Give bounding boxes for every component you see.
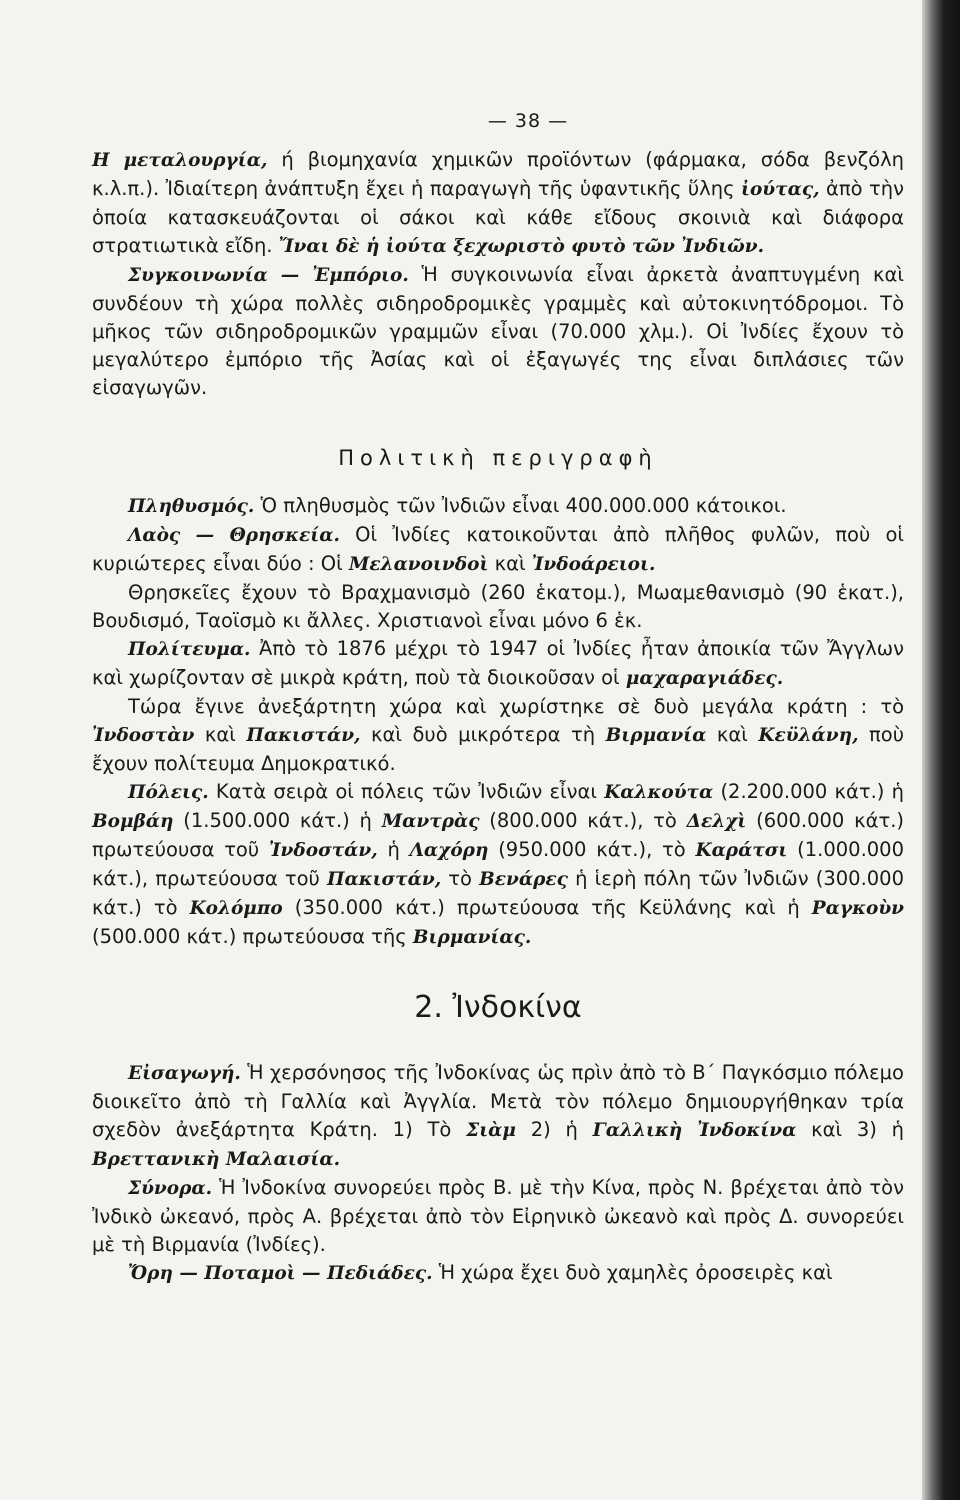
term-british-malaya: Βρεττανικὴ Μαλαισία. [92, 1149, 341, 1170]
term-indoaryans: Ἰνδοάρειοι. [531, 554, 656, 575]
term-melanoindians: Μελανοινδοὶ [348, 554, 489, 575]
paragraph-independence: Τώρα ἔγινε ἀνεξάρτητη χώρα καὶ χωρίστηκε σὲ δυὸ μεγάλα κράτη : τὸ Ἰνδοστὰν καὶ Πακιστάν, καὶ δυὸ μικρότερα τὴ Βιρμανία καὶ Κεϋλάνη, ποὺ ἔχουν πολίτευμα Δημοκρατικό. [92, 695, 905, 775]
term-pakistan: Πακιστάν, [246, 725, 361, 746]
paragraph-population: Πληθυσμός. Ὁ πληθυσμὸς τῶν Ἰνδιῶν εἶναι 400.000.000 κάτοικοι. [128, 494, 787, 517]
paragraph-industry: Η μεταλουργία, ή βιομηχανία χημικῶν προϊόντων (φάρμακα, σόδα βενζόλη κ.λ.π.). Ἰδιαίτερη ἀνάπτυξη ἔχει ἡ παραγωγὴ τῆς ὑφαντικῆς ὕλης ἰούτας, ἀπὸ τὴν ὁποία κατασκευάζονται οἱ σάκοι καὶ κάθε εἴδους σκοινιὰ καὶ διάφορα στρατιωτικὰ εἴδη. Ἴναι δὲ ἡ ἰούτα ξεχωριστὸ φυτὸ τῶν Ἰνδιῶν. [92, 148, 905, 257]
term-cities: Πόλεις. [128, 782, 209, 803]
paragraph-people-religion: Λαὸς — Θρησκεία. Οἱ Ἰνδίες κατοικοῦνται ἀπὸ πλῆθος φυλῶν, ποὺ οἱ κυριώτερες εἶναι δύο : Οἱ Μελανοινδοὶ καὶ Ἰνδοάρειοι. [92, 523, 904, 575]
term-madras: Μαντρὰς [381, 811, 480, 832]
term-pakistan-capital: Πακιστάν, [327, 869, 442, 890]
page-number: — 38 — [487, 110, 569, 132]
term-people-religion: Λαὸς — Θρησκεία. [128, 525, 340, 546]
paragraph-introduction: Εἰσαγωγή. Ἡ χερσόνησος τῆς Ἰνδοκίνας ὡς πρὶν ἀπὸ τὸ Β΄ Παγκόσμιο πόλεμο διοικεῖτο ἀπὸ τὴ Γαλλία καὶ Ἀγγλία. Μετὰ τὸν πόλεμο δημιουργήθηκαν τρία σχεδὸν ἀνεξάρτητα Κράτη. 1) Τὸ Σιὰμ 2) ἡ Γαλλικὴ Ἰνδοκίνα καὶ 3) ἡ Βρεττανικὴ Μαλαισία. [92, 1061, 904, 1170]
term-government: Πολίτευμα. [128, 639, 251, 660]
term-colombo: Κολόμπο [189, 898, 283, 919]
paragraph-government: Πολίτευμα. Ἀπὸ τὸ 1876 μέχρι τὸ 1947 οἱ Ἰνδίες ἦταν ἀποικία τῶν Ἄγγλων καὶ χωρίζονταν σὲ μικρὰ κράτη, ποὺ τὰ διοικοῦσαν οἱ μαχαραγιάδες. [92, 637, 904, 689]
term-calcutta: Καλκούτα [604, 782, 714, 803]
term-introduction: Εἰσαγωγή. [128, 1063, 241, 1084]
paragraph-religions: Θρησκεῖες ἔχουν τὸ Βραχμανισμὸ (260 ἑκατομ.), Μωαμεθανισμὸ (90 ἑκατ.), Βουδισμό, Ταοϊσμὸ κι ἄλλες. Χριστιανοὶ εἶναι μόνο 6 ἑκ. [92, 581, 904, 632]
paragraph-cities: Πόλεις. Κατὰ σειρὰ οἱ πόλεις τῶν Ἰνδιῶν εἶναι Καλκούτα (2.200.000 κάτ.) ἡ Βομβάη (1.500.000 κάτ.) ἡ Μαντρὰς (800.000 κάτ.), τὸ Δελχὶ (600.000 κάτ.) πρωτεύουσα τοῦ Ἰνδοστάν, ἡ Λαχόρη (950.000 κάτ.), τὸ Καράτσι (1.000.000 κάτ.), πρωτεύουσα τοῦ Πακιστάν, τὸ Βενάρες ἡ ἱερὴ πόλη τῶν Ἰνδιῶν (300.000 κάτ.) τὸ Κολόμπο (350.000 κάτ.) πρωτεύουσα τῆς Κεϋλάνης καὶ ἡ Ραγκοὺν (500.000 κάτ.) πρωτεύουσα τῆς Βιρμανίας. [92, 780, 905, 948]
term-population: Πληθυσμός. [128, 496, 255, 517]
term-burma-capital: Βιρμανίας. [412, 927, 532, 948]
term-borders: Σύνορα. [128, 1178, 213, 1199]
term-jute: ἰούτας, [741, 179, 820, 200]
term-rangoon: Ραγκοὺν [811, 898, 905, 919]
term-hindustan: Ἰνδοστὰν [92, 725, 195, 746]
book-gutter-shadow [922, 0, 960, 1500]
term-ceylon: Κεϋλάνη, [758, 725, 859, 746]
term-benares: Βενάρες [479, 869, 568, 890]
term-delhi: Δελχὶ [686, 811, 747, 832]
term-transport-trade: Συγκοινωνία — Ἐμπόριο. [128, 265, 409, 286]
term-karachi: Καράτσι [695, 840, 788, 861]
term-bombay: Βομβάη [92, 811, 174, 832]
term-hindustan-capital: Ἰνδοστάν, [268, 840, 378, 861]
section-title: Πολιτικὴ περιγραφὴ [338, 446, 658, 470]
term-maharajas: μαχαραγιάδες. [625, 668, 784, 689]
page-content [92, 110, 904, 1288]
paragraph-mountains-rivers: Ὄρη — Ποταμοὶ — Πεδιάδες. Ἡ χώρα ἔχει δυὸ χαμηλὲς ὀροσειρὲς καὶ [128, 1261, 833, 1284]
term-burma: Βιρμανία [605, 725, 707, 746]
chapter-title: 2. Ἰνδοκίνα [414, 990, 582, 1025]
paragraph-borders: Σύνορα. Ἡ Ἰνδοκίνα συνορεύει πρὸς Β. μὲ τὴν Κίνα, πρὸς Ν. βρέχεται ἀπὸ τὸν Ἰνδικὸ ὠκεανό, πρὸς Α. βρέχεται ἀπὸ τὸν Εἰρηνικὸ ὠκεανὸ καὶ πρὸς Δ. συνορεύει μὲ τὴ Βιρμανία (Ἰνδίες). [92, 1176, 904, 1256]
term-french-indochina: Γαλλικὴ Ἰνδοκίνα [592, 1120, 797, 1141]
term-lahore: Λαχόρη [409, 840, 489, 861]
term-metallurgy: Η μεταλουργία, [92, 150, 268, 171]
term-siam: Σιὰμ [466, 1120, 516, 1141]
term-mountains-rivers-plains: Ὄρη — Ποταμοὶ — Πεδιάδες. [128, 1263, 433, 1284]
paragraph-transport-trade: Συγκοινωνία — Ἐμπόριο. Ἡ συγκοινωνία εἶναι ἀρκετὰ ἀναπτυγμένη καὶ συνδέουν τὴ χώρα πολλὲς σιδηροδρομικὲς γραμμὲς καὶ αὐτοκινητόδρομοι. Τὸ μῆκος τῶν σιδηροδρομικῶν γραμμῶν εἶναι (70.000 χλμ.). Οἱ Ἰνδίες ἔχουν τὸ μεγαλύτερο ἐμπόριο τῆς Ἀσίας καὶ οἱ ἐξαγωγές της εἶναι διπλάσιες τῶν εἰσαγωγῶν. [92, 263, 904, 399]
term-jute-plant: Ἴναι δὲ ἡ ἰούτα ξεχωριστὸ φυτὸ τῶν Ἰνδιῶν. [278, 236, 765, 257]
